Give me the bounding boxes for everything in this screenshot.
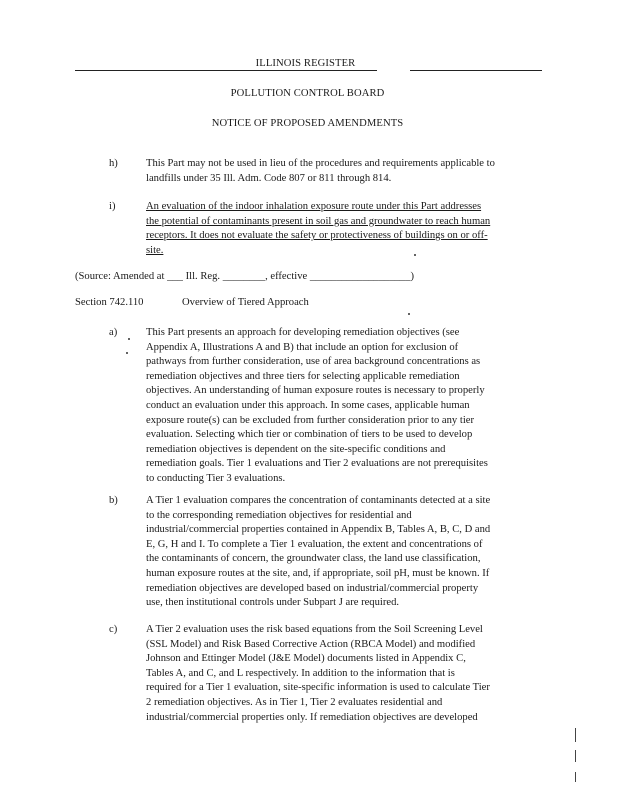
text-line: An evaluation of the indoor inhalation exposure route under this Part addresses (146, 201, 482, 212)
text-line: industrial/commercial properties contained in Appendix B, Tables A, B, C, D and (146, 524, 491, 536)
item-label-a: a) (109, 327, 118, 338)
item-a-text (146, 326, 542, 487)
text-line: the potential of contaminants present in soil gas and groundwater to reach human (146, 215, 491, 227)
scan-speck (414, 254, 416, 256)
item-label-c: c) (109, 624, 118, 635)
text-line: remediation goals. Tier 1 evaluations and Tier 2 evaluations are not prerequisites (146, 458, 488, 470)
text-line: to conducting Tier 3 evaluations. (146, 473, 286, 485)
item-b-text (146, 494, 542, 611)
notice-title: NOTICE OF PROPOSED AMENDMENTS (211, 118, 404, 129)
item-h-text (146, 157, 546, 186)
text-line: Tables A, and C, and L respectively. In addition to the information that is (146, 667, 455, 679)
text-line: This Part may not be used in lieu of the procedures and requirements applicable to (146, 158, 495, 169)
text-line: human exposure routes at the site, and, if appropriate, soil pH, must be known. If (146, 568, 490, 580)
text-line: exposure route(s) can be excluded from further consideration prior to any tier (146, 414, 474, 426)
text-line: site. (146, 244, 164, 256)
text-line: pathways from further consideration, use of area background concentrations as (146, 356, 481, 368)
text-line: receptors. It does not evaluate the safety or protectiveness of buildings on or off- (146, 230, 488, 242)
item-i-text (146, 200, 541, 258)
scan-speck (408, 313, 410, 315)
scan-margin-mark (575, 750, 576, 762)
scan-speck (126, 352, 128, 354)
item-c-text (146, 623, 542, 725)
text-line: the contaminants of concern, the groundwater class, the land use classification, (146, 553, 481, 565)
source-line: (Source: Amended at ___ Ill. Reg. ________, effective ___________________) (75, 271, 415, 282)
scan-speck (128, 338, 130, 340)
text-line: This Part presents an approach for developing remediation objectives (see (146, 327, 460, 338)
text-line: use, then institutional controls under Subpart J are required. (146, 597, 400, 609)
text-line: 2 remediation objectives. As in Tier 1, Tier 2 evaluates residential and (146, 697, 443, 709)
text-line: E, G, H and I. To complete a Tier 1 evaluation, the extent and concentrations of (146, 538, 483, 550)
text-line: landfills under 35 Ill. Adm. Code 807 or 811 through 814. (146, 172, 392, 184)
text-line: remediation objectives are developed based on industrial/commercial property (146, 582, 479, 594)
item-label-b: b) (109, 495, 118, 506)
text-line: Johnson and Ettinger Model (J&E Model) documents listed in Appendix C, (146, 653, 466, 665)
item-label-i: i) (109, 201, 116, 212)
item-label-h: h) (109, 158, 118, 169)
section-number: Section 742.110 (75, 297, 144, 308)
section-title: Overview of Tiered Approach (182, 297, 309, 308)
text-line: remediation objectives and three tiers for selecting applicable remediation (146, 370, 460, 382)
text-line: evaluation. Selecting which tier or combination of tiers to be used to develop (146, 429, 473, 441)
text-line: Appendix A, Illustrations A and B) that include an option for exclusion of (146, 341, 459, 353)
text-line: to the corresponding remediation objectives for residential and (146, 509, 412, 521)
text-line: objectives. An understanding of human exposure routes is necessary to properly (146, 385, 485, 397)
text-line: (SSL Model) and Risk Based Corrective Action (RBCA Model) and modified (146, 638, 476, 650)
text-line: industrial/commercial properties only. If remediation objectives are developed (146, 711, 478, 723)
scan-margin-mark (575, 728, 576, 742)
text-line: A Tier 2 evaluation uses the risk based equations from the Soil Screening Level (146, 624, 483, 635)
text-line: remediation objectives is dependent on the site-specific conditions and (146, 443, 446, 455)
text-line: required for a Tier 1 evaluation, site-specific information is used to calculate Tier (146, 682, 490, 694)
text-line: conduct an evaluation under this approach. In some cases, applicable human (146, 400, 470, 412)
text-line: A Tier 1 evaluation compares the concentration of contaminants detected at a site (146, 495, 491, 506)
board-title: POLLUTION CONTROL BOARD (230, 88, 385, 99)
scan-margin-mark (575, 772, 576, 782)
register-title: ILLINOIS REGISTER (255, 58, 356, 69)
